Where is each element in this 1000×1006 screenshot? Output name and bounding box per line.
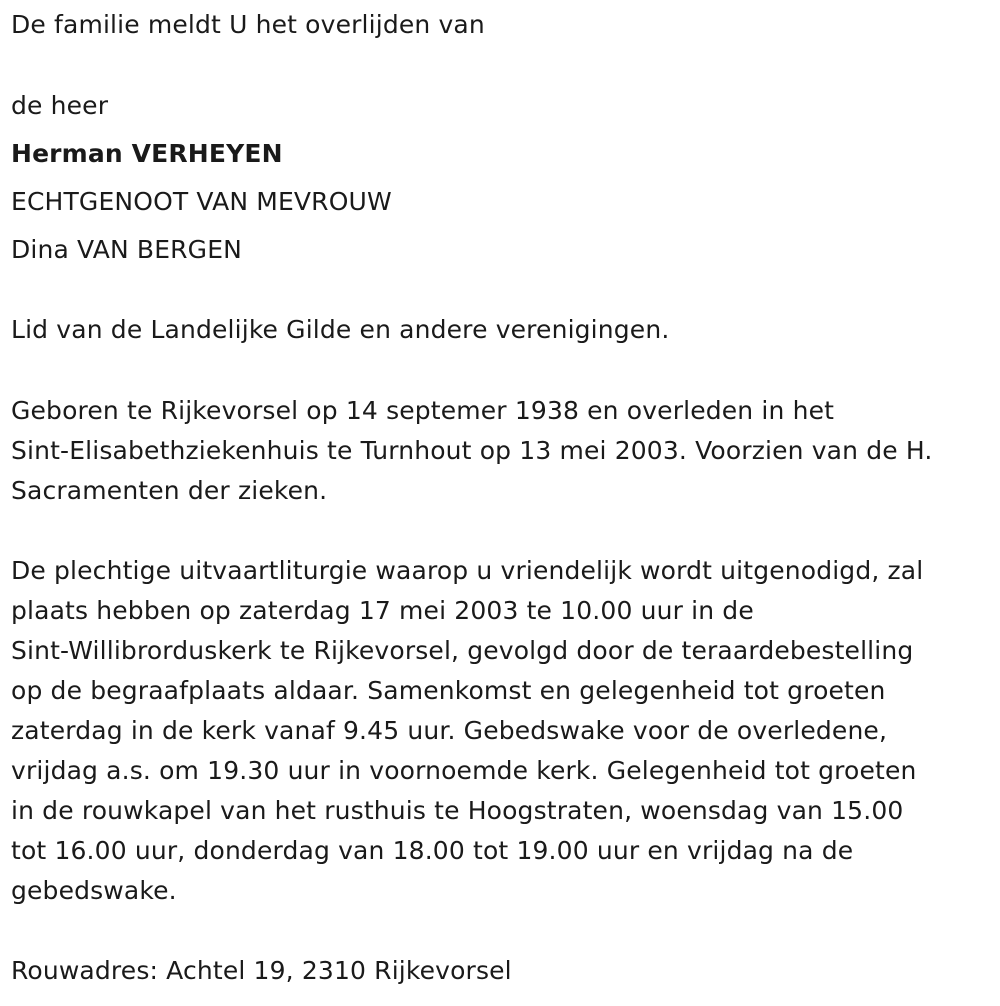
title-text: de heer: [11, 91, 109, 120]
paragraph-line: tot 16.00 uur, donderdag van 18.00 tot 19.00 uur en vrijdag na de: [11, 836, 854, 865]
deceased-name: Herman VERHEYEN: [11, 139, 283, 168]
paragraph-line: zaterdag in de kerk vanaf 9.45 uur. Gebedswake voor de overledene,: [11, 716, 888, 745]
paragraph-line: vrijdag a.s. om 19.30 uur in voornoemde kerk. Gelegenheid tot groeten: [11, 756, 917, 785]
mourning-address: Rouwadres: Achtel 19, 2310 Rijkevorsel: [11, 956, 512, 985]
paragraph-line: plaats hebben op zaterdag 17 mei 2003 te 10.00 uur in de: [11, 596, 754, 625]
paragraph-line: in de rouwkapel van het rusthuis te Hoogstraten, woensdag van 15.00: [11, 796, 904, 825]
death-notice: [11, 5, 991, 991]
spouse-name: Dina VAN BERGEN: [11, 235, 242, 264]
paragraph-line: Geboren te Rijkevorsel op 14 septemer 1938 en overleden in het: [11, 396, 835, 425]
paragraph-line: Sint-Elisabethziekenhuis te Turnhout op 13 mei 2003. Voorzien van de H.: [11, 436, 933, 465]
membership-text: Lid van de Landelijke Gilde en andere verenigingen.: [11, 315, 670, 344]
intro-text: De familie meldt U het overlijden van: [11, 10, 485, 39]
paragraph-line: gebedswake.: [11, 876, 177, 905]
paragraph-line: op de begraafplaats aldaar. Samenkomst en gelegenheid tot groeten: [11, 676, 886, 705]
birth-death-paragraph: [11, 391, 991, 511]
relation-text: ECHTGENOOT VAN MEVROUW: [11, 187, 392, 216]
funeral-paragraph: [11, 551, 991, 911]
paragraph-line: Sint-Willibrorduskerk te Rijkevorsel, gevolgd door de teraardebestelling: [11, 636, 914, 665]
paragraph-line: De plechtige uitvaartliturgie waarop u vriendelijk wordt uitgenodigd, zal: [11, 556, 924, 585]
paragraph-line: Sacramenten der zieken.: [11, 476, 328, 505]
